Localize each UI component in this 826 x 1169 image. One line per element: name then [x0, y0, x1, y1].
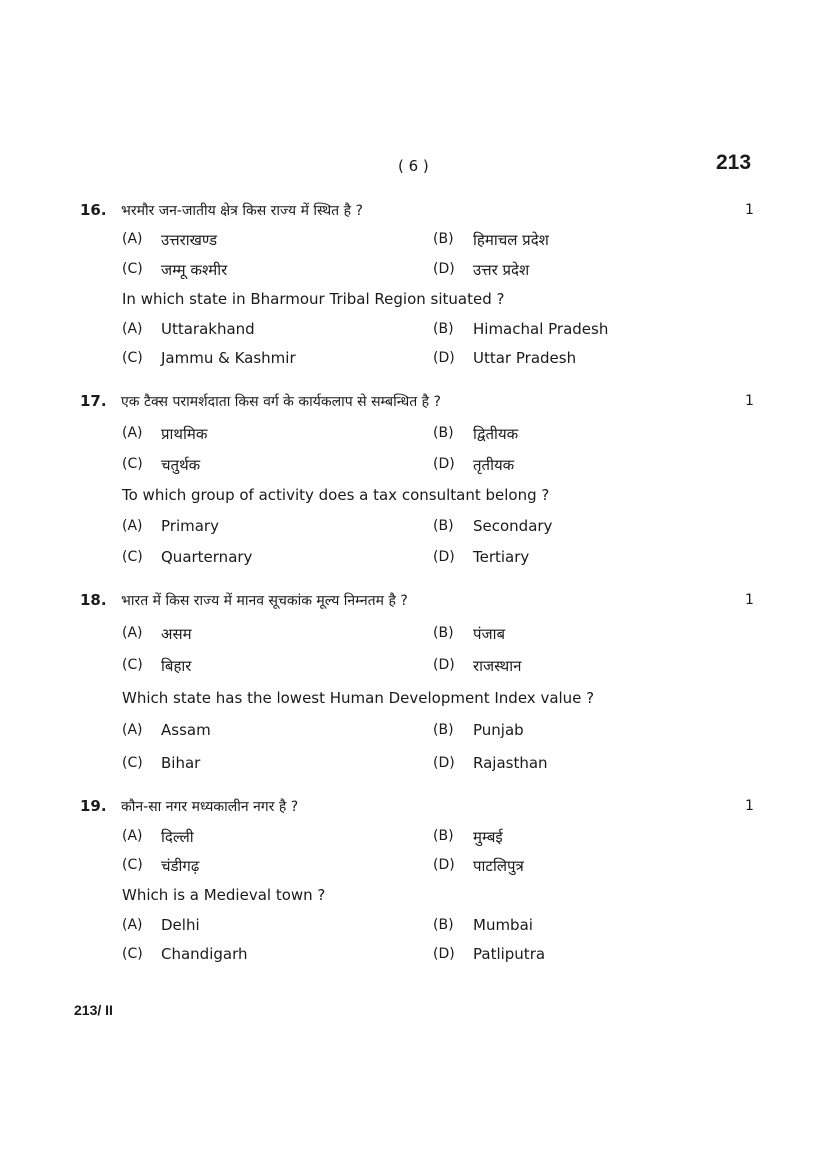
option-text: असम	[161, 625, 192, 643]
option-text: Delhi	[161, 916, 200, 934]
question-text-hindi: भारत में किस राज्य में मानव सूचकांक मूल्य निम्नतम है ?	[121, 593, 408, 609]
option-text: पाटलिपुत्र	[473, 857, 524, 875]
option-label: (C)	[122, 657, 143, 673]
option-text: Mumbai	[473, 916, 533, 934]
option-text: Uttarakhand	[161, 320, 255, 338]
question-text-hindi: भरमौर जन-जातीय क्षेत्र किस राज्य में स्थित है ?	[121, 203, 363, 219]
option-text: Tertiary	[473, 548, 530, 566]
option-label: (C)	[122, 350, 143, 366]
question-marks: 1	[745, 592, 754, 608]
option-label: (A)	[122, 917, 143, 933]
option-text: राजस्थान	[473, 657, 522, 675]
option-text: चतुर्थक	[161, 456, 201, 474]
question-number: 17.	[80, 392, 107, 410]
option-label: (B)	[433, 722, 454, 738]
option-label: (C)	[122, 755, 143, 771]
option-text: Jammu & Kashmir	[161, 349, 296, 367]
option-text: उत्तराखण्ड	[161, 231, 218, 249]
option-text: चंडीगढ़	[161, 857, 200, 875]
option-label: (B)	[433, 425, 454, 441]
option-text: उत्तर प्रदेश	[473, 261, 530, 279]
option-label: (B)	[433, 231, 454, 247]
question-text-hindi: कौन-सा नगर मध्यकालीन नगर है ?	[121, 799, 299, 815]
question-marks: 1	[745, 798, 754, 814]
option-label: (D)	[433, 549, 455, 565]
option-text: बिहार	[161, 657, 192, 675]
question-number: 19.	[80, 797, 107, 815]
option-label: (D)	[433, 350, 455, 366]
option-text: Uttar Pradesh	[473, 349, 577, 367]
option-text: पंजाब	[473, 625, 506, 643]
option-label: (A)	[122, 321, 143, 337]
option-label: (A)	[122, 625, 143, 641]
option-text: Primary	[161, 517, 219, 535]
option-text: Punjab	[473, 721, 524, 739]
option-text: द्वितीयक	[473, 425, 519, 443]
option-label: (C)	[122, 261, 143, 277]
option-label: (A)	[122, 828, 143, 844]
option-text: Assam	[161, 721, 211, 739]
option-label: (B)	[433, 917, 454, 933]
option-label: (D)	[433, 261, 455, 277]
question-number: 16.	[80, 201, 107, 219]
option-text: जम्मू कश्मीर	[161, 261, 228, 279]
option-text: Bihar	[161, 754, 201, 772]
option-label: (D)	[433, 755, 455, 771]
option-label: (A)	[122, 231, 143, 247]
option-label: (B)	[433, 828, 454, 844]
option-text: हिमाचल प्रदेश	[473, 231, 549, 249]
option-text: Secondary	[473, 517, 553, 535]
option-text: तृतीयक	[473, 456, 515, 474]
option-label: (B)	[433, 321, 454, 337]
question-marks: 1	[745, 202, 754, 218]
page-number: ( 6 )	[398, 157, 429, 175]
option-label: (C)	[122, 946, 143, 962]
question-text-english: Which is a Medieval town ?	[122, 886, 326, 904]
question-text-english: In which state in Bharmour Tribal Region situated ?	[122, 290, 505, 308]
paper-reference: 213/ II	[74, 1002, 113, 1018]
option-label: (C)	[122, 549, 143, 565]
option-label: (D)	[433, 456, 455, 472]
option-text: Patliputra	[473, 945, 546, 963]
question-number: 18.	[80, 591, 107, 609]
paper-code: 213	[716, 151, 752, 174]
option-text: Rajasthan	[473, 754, 548, 772]
option-label: (B)	[433, 625, 454, 641]
option-label: (C)	[122, 456, 143, 472]
option-label: (D)	[433, 657, 455, 673]
option-text: मुम्बई	[473, 828, 503, 846]
option-label: (A)	[122, 722, 143, 738]
option-text: दिल्ली	[161, 828, 194, 846]
question-text-english: Which state has the lowest Human Development Index value ?	[122, 689, 595, 707]
option-label: (A)	[122, 425, 143, 441]
option-text: प्राथमिक	[161, 425, 208, 443]
option-label: (A)	[122, 518, 143, 534]
option-label: (C)	[122, 857, 143, 873]
option-label: (D)	[433, 857, 455, 873]
question-text-hindi: एक टैक्स परामर्शदाता किस वर्ग के कार्यकलाप से सम्बन्धित है ?	[121, 394, 441, 410]
question-marks: 1	[745, 393, 754, 409]
option-text: Quarternary	[161, 548, 253, 566]
option-text: Himachal Pradesh	[473, 320, 609, 338]
option-text: Chandigarh	[161, 945, 248, 963]
option-label: (D)	[433, 946, 455, 962]
question-text-english: To which group of activity does a tax consultant belong ?	[122, 486, 550, 504]
option-label: (B)	[433, 518, 454, 534]
